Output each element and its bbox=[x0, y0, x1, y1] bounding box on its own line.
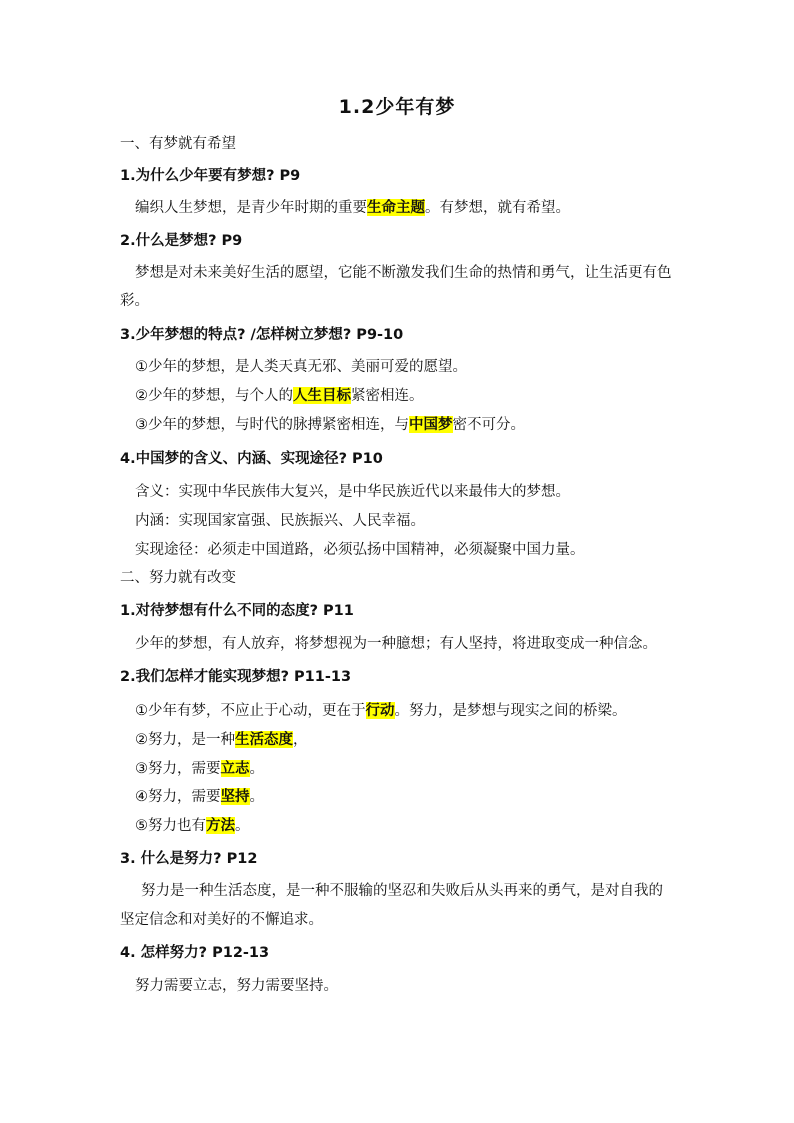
question-5: 1.对待梦想有什么不同的态度? P11 bbox=[120, 603, 354, 619]
answer-text: 编织人生梦想，是青少年时期的重要 bbox=[135, 200, 367, 216]
answer-4-line-2: 内涵：实现国家富强、民族振兴、人民幸福。 bbox=[135, 513, 425, 529]
answer-2-line-1: 梦想是对未来美好生活的愿望，它能不断激发我们生命的热情和勇气，让生活更有色 bbox=[135, 265, 672, 281]
answer-text: ④努力，需要 bbox=[135, 789, 221, 805]
answer-text: 。有梦想，就有希望。 bbox=[425, 200, 570, 216]
question-2: 2.什么是梦想? P9 bbox=[120, 233, 243, 249]
highlighted-keyword: 生命主题 bbox=[367, 199, 425, 216]
answer-6-line-2 bbox=[135, 730, 308, 750]
answer-6-line-5 bbox=[135, 816, 250, 836]
question-6: 2.我们怎样才能实现梦想? P11-13 bbox=[120, 669, 352, 685]
answer-8-line-1: 努力需要立志，努力需要坚持。 bbox=[135, 978, 338, 994]
highlighted-keyword: 生活态度 bbox=[235, 731, 293, 748]
answer-7-line-1: 努力是一种生活态度，是一种不服输的坚忍和失败后从头再来的勇气，是对自我的 bbox=[141, 883, 663, 899]
answer-text: 。 bbox=[249, 761, 264, 777]
answer-4-line-3: 实现途径：必须走中国道路，必须弘扬中国精神，必须凝聚中国力量。 bbox=[135, 542, 585, 558]
answer-text: ②少年的梦想，与个人的 bbox=[135, 388, 293, 404]
answer-text: ， bbox=[293, 732, 308, 748]
highlighted-keyword: 立志 bbox=[220, 760, 250, 777]
answer-3-line-1: ①少年的梦想，是人类天真无邪、美丽可爱的愿望。 bbox=[135, 359, 467, 375]
highlighted-keyword: 行动 bbox=[365, 702, 395, 719]
answer-7-line-2: 坚定信念和对美好的不懈追求。 bbox=[120, 912, 323, 928]
answer-text: 密不可分。 bbox=[452, 417, 525, 433]
answer-text: ①少年有梦，不应止于心动，更在于 bbox=[135, 703, 366, 719]
answer-6-line-4 bbox=[135, 787, 264, 807]
question-7: 3. 什么是努力? P12 bbox=[120, 851, 258, 867]
answer-4-line-1: 含义：实现中华民族伟大复兴，是中华民族近代以来最伟大的梦想。 bbox=[135, 484, 570, 500]
answer-text: ③少年的梦想，与时代的脉搏紧密相连，与 bbox=[135, 417, 409, 433]
answer-text: ②努力，是一种 bbox=[135, 732, 235, 748]
highlighted-keyword: 中国梦 bbox=[409, 416, 453, 433]
question-4: 4.中国梦的含义、内涵、实现途径? P10 bbox=[120, 451, 383, 467]
section-heading-1: 一、有梦就有希望 bbox=[120, 136, 236, 152]
answer-5-line-1: 少年的梦想，有人放弃，将梦想视为一种臆想；有人坚持，将进取变成一种信念。 bbox=[135, 636, 657, 652]
answer-text: 紧密相连。 bbox=[351, 388, 424, 404]
question-8: 4. 怎样努力? P12-13 bbox=[120, 945, 270, 961]
answer-6-line-3 bbox=[135, 759, 264, 779]
answer-3-line-2 bbox=[135, 386, 424, 406]
question-1: 1.为什么少年要有梦想? P9 bbox=[120, 168, 301, 184]
answer-3-line-3 bbox=[135, 415, 525, 435]
page-title: 1.2少年有梦 bbox=[338, 96, 456, 118]
answer-2-line-2: 彩。 bbox=[120, 293, 149, 309]
answer-1-line-1 bbox=[135, 198, 570, 218]
highlighted-keyword: 坚持 bbox=[220, 788, 250, 805]
answer-text: ⑤努力也有 bbox=[135, 818, 206, 834]
answer-6-line-1 bbox=[135, 701, 627, 721]
answer-text: 。 bbox=[235, 818, 250, 834]
section-heading-2: 二、努力就有改变 bbox=[120, 570, 236, 586]
highlighted-keyword: 人生目标 bbox=[293, 387, 351, 404]
answer-text: 。 bbox=[249, 789, 264, 805]
question-3: 3.少年梦想的特点? /怎样树立梦想? P9-10 bbox=[120, 327, 404, 343]
highlighted-keyword: 方法 bbox=[206, 817, 235, 834]
answer-text: ③努力，需要 bbox=[135, 761, 221, 777]
answer-text: 。努力，是梦想与现实之间的桥梁。 bbox=[394, 703, 627, 719]
